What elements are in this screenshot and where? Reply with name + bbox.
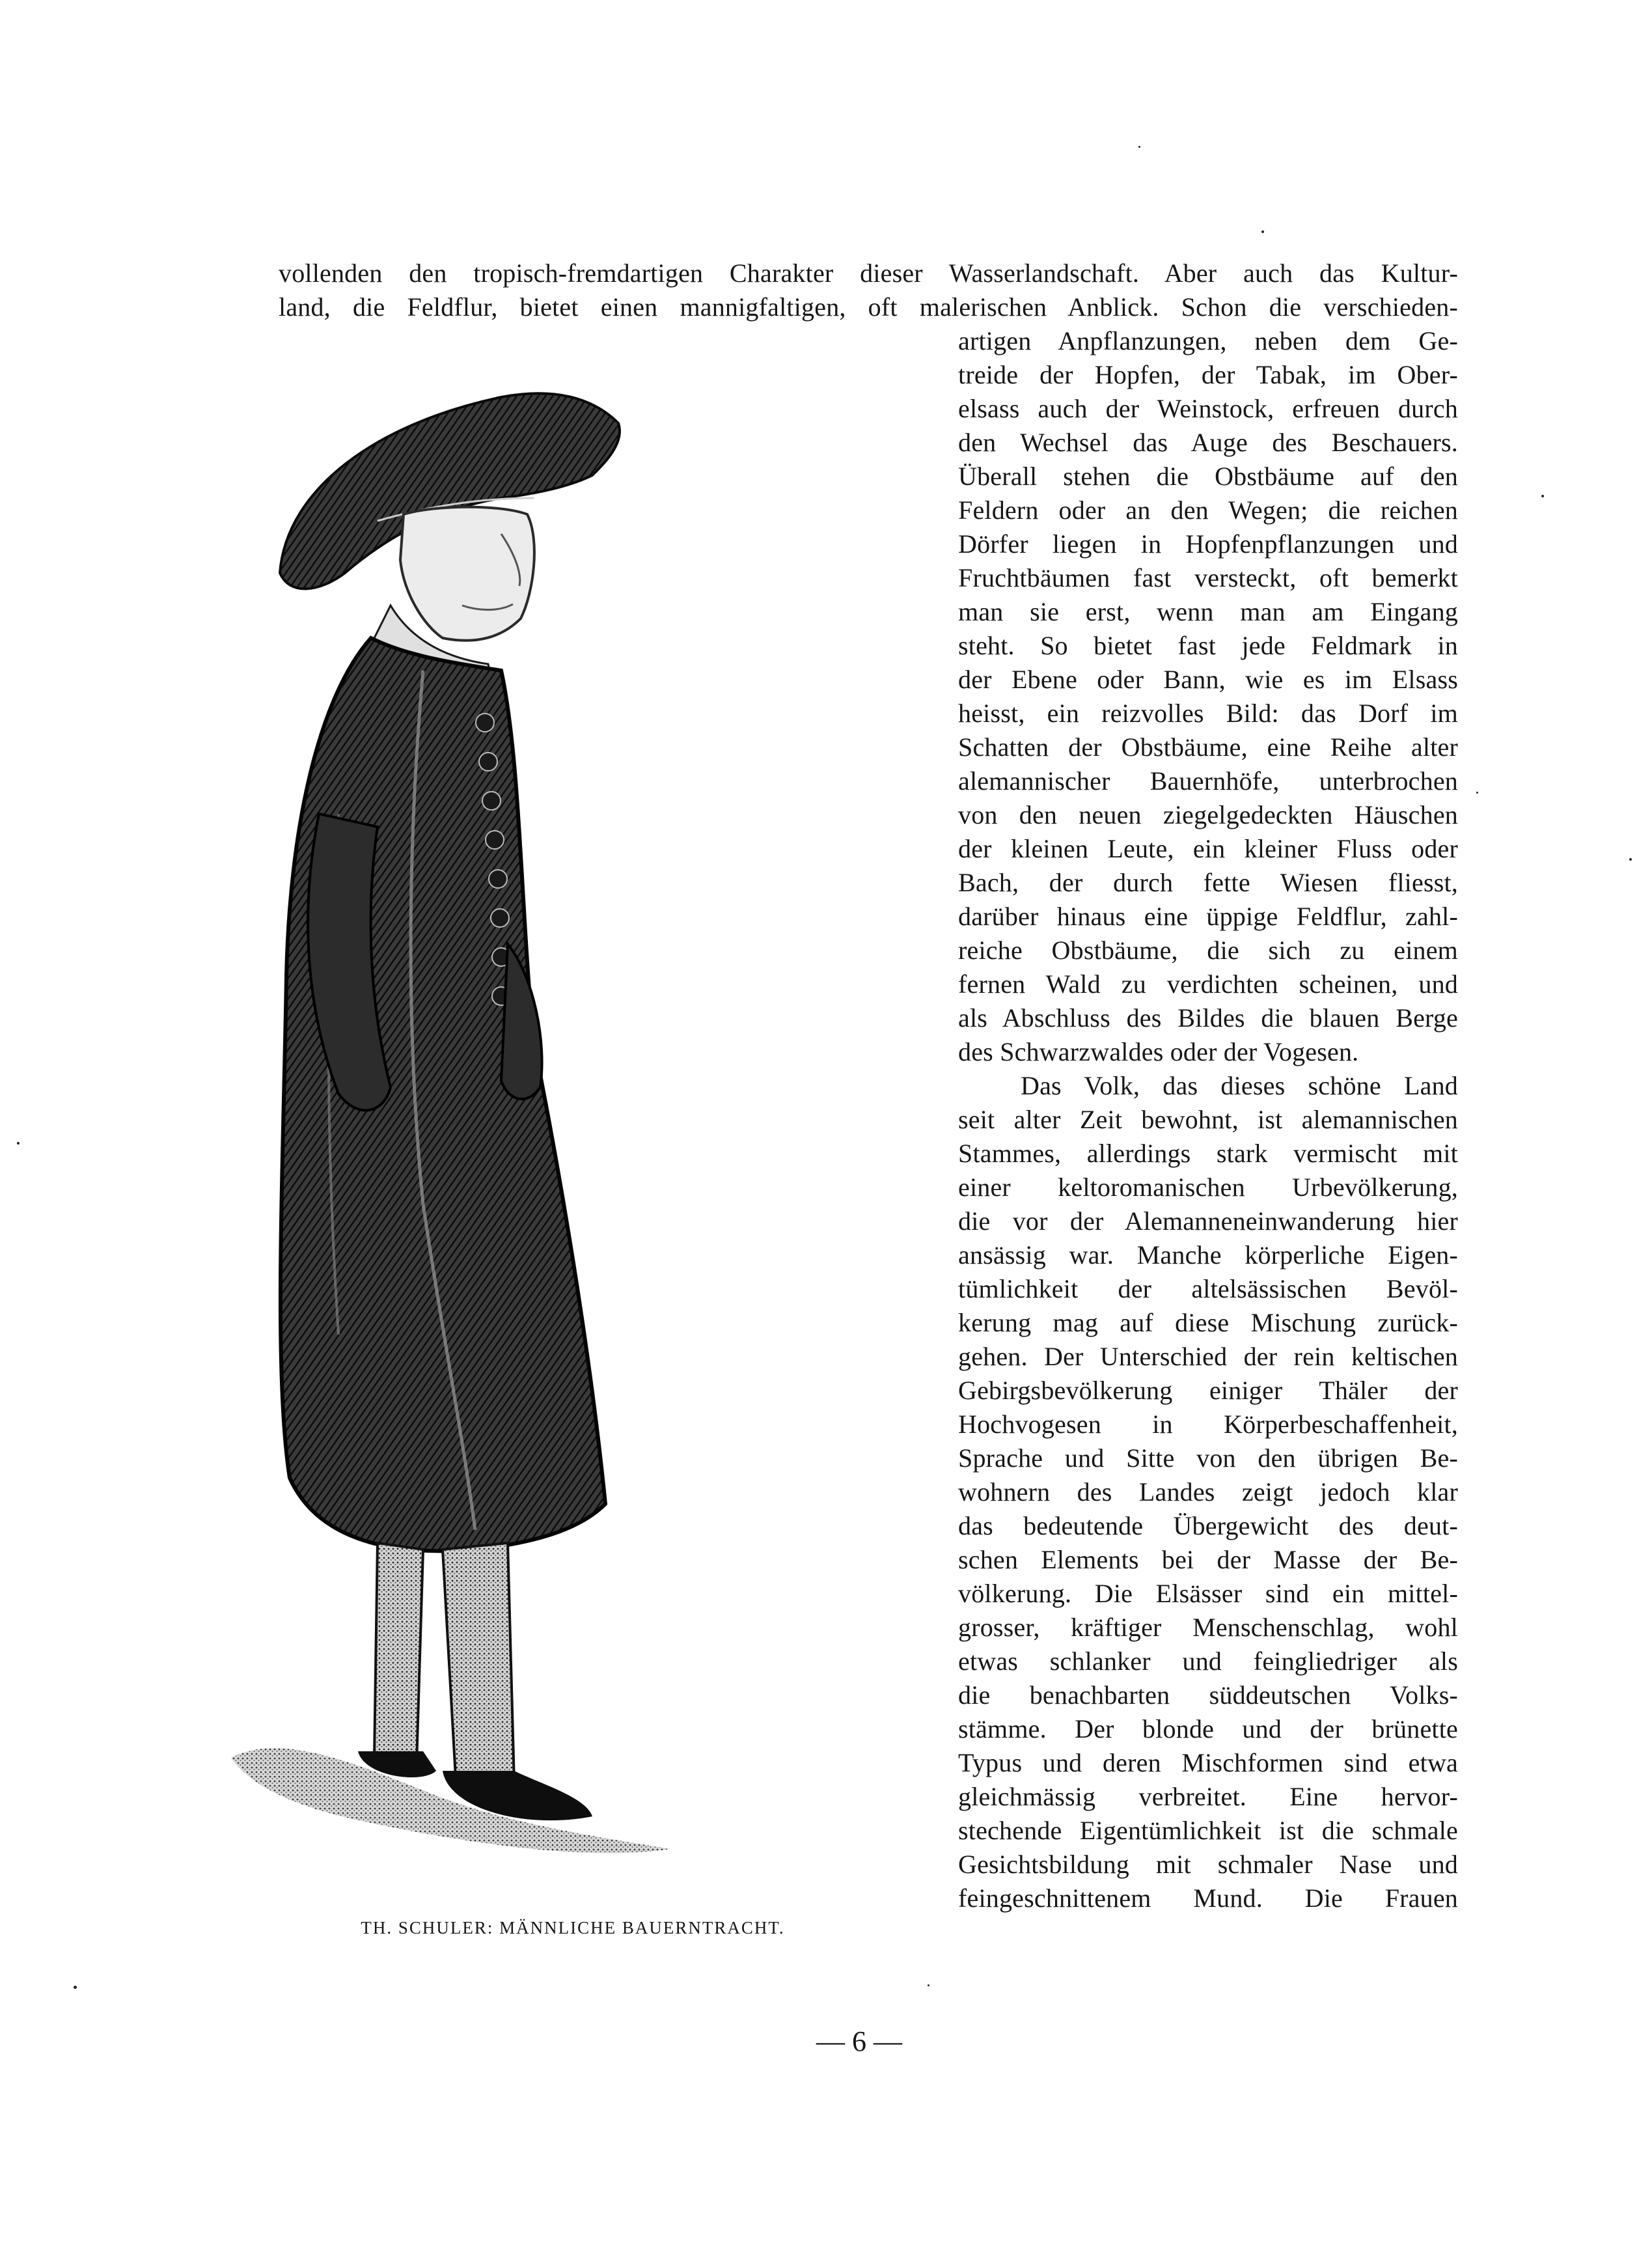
text-line: schen Elements bei der Masse der Be- [958, 1545, 1458, 1574]
scan-speck [1261, 230, 1264, 233]
text-line: seit alter Zeit bewohnt, ist alemannischen [958, 1105, 1458, 1134]
text-line: feingeschnittenem Mund. Die Frauen [958, 1883, 1458, 1913]
text-line: Das Volk, das dieses schöne Land [1021, 1071, 1458, 1100]
standing-man-illustration-icon [228, 358, 840, 1895]
scan-speck [1138, 146, 1140, 148]
text-line: Gebirgsbevölkerung einiger Thäler der [958, 1376, 1458, 1405]
text-line: Überall stehen die Obstbäume auf den [958, 462, 1458, 491]
text-line: Typus und deren Mischformen sind etwa [958, 1748, 1458, 1777]
text-line: reiche Obstbäume, die sich zu einem [958, 936, 1458, 965]
text-line: gehen. Der Unterschied der rein keltischen [958, 1342, 1458, 1371]
text-line: der Ebene oder Bann, wie es im Elsass [958, 665, 1458, 694]
text-line: als Abschluss des Bildes die blauen Berge [958, 1003, 1458, 1033]
text-line: artigen Anpflanzungen, neben dem Ge- [958, 326, 1458, 355]
text-line: wohnern des Landes zeigt jedoch klar [958, 1477, 1458, 1507]
text-line: der kleinen Leute, ein kleiner Fluss oder [958, 834, 1458, 863]
text-line: Dörfer liegen in Hopfenpflanzungen und [958, 529, 1458, 559]
text-line: vollenden den tropisch-fremdartigen Charakter dieser Wasserlandschaft. Aber auch das Kultur- [279, 258, 1458, 288]
text-line: steht. So bietet fast jede Feldmark in [958, 631, 1458, 660]
figure-caption: TH. SCHULER: MÄNNLICHE BAUERNTRACHT. [361, 1918, 785, 1938]
text-line: heisst, ein reizvolles Bild: das Dorf im [958, 699, 1458, 728]
text-line: ansässig war. Manche körperliche Eigen- [958, 1240, 1458, 1270]
scan-speck [17, 1142, 20, 1145]
text-line: etwas schlanker und feingliedriger als [958, 1646, 1458, 1676]
text-line: Bach, der durch fette Wiesen fliesst, [958, 868, 1458, 897]
text-line: land, die Feldflur, bietet einen mannigfaltigen, oft malerischen Anblick. Schon die verschieden- [279, 292, 1458, 322]
text-line: Stammes, allerdings stark vermischt mit [958, 1139, 1458, 1168]
text-line: treide der Hopfen, der Tabak, im Ober- [958, 360, 1458, 389]
text-line: die benachbarten süddeutschen Volks- [958, 1680, 1458, 1710]
text-line: Feldern oder an den Wegen; die reichen [958, 495, 1458, 525]
text-line: darüber hinaus eine üppige Feldflur, zahl- [958, 902, 1458, 931]
scan-speck [928, 1984, 929, 1986]
text-line: Hochvogesen in Körperbeschaffenheit, [958, 1410, 1458, 1439]
text-line: den Wechsel das Auge des Beschauers. [958, 428, 1458, 457]
text-line: stämme. Der blonde und der brünette [958, 1714, 1458, 1743]
text-line: einer keltoromanischen Urbevölkerung, [958, 1173, 1458, 1202]
text-line: des Schwarzwaldes oder der Vogesen. [958, 1037, 1359, 1066]
text-line: alemannischer Bauernhöfe, unterbrochen [958, 766, 1458, 796]
scan-speck [1629, 858, 1632, 861]
scan-speck [1541, 495, 1544, 497]
text-line: Gesichtsbildung mit schmaler Nase und [958, 1850, 1458, 1879]
text-line: Schatten der Obstbäume, eine Reihe alter [958, 732, 1458, 762]
text-line: kerung mag auf diese Mischung zurück- [958, 1308, 1458, 1337]
text-line: tümlichkeit der altelsässischen Bevöl- [958, 1274, 1458, 1303]
page-number: — 6 — [816, 2025, 902, 2057]
text-line: gleichmässig verbreitet. Eine hervor- [958, 1782, 1458, 1811]
text-line: Fruchtbäumen fast versteckt, oft bemerkt [958, 563, 1458, 592]
scan-speck [74, 1986, 77, 1989]
text-line: Sprache und Sitte von den übrigen Be- [958, 1443, 1458, 1473]
text-line: elsass auch der Weinstock, erfreuen durch [958, 394, 1458, 423]
text-line: fernen Wald zu verdichten scheinen, und [958, 969, 1458, 999]
text-line: das bedeutende Übergewicht des deut- [958, 1511, 1458, 1540]
text-line: man sie erst, wenn man am Eingang [958, 597, 1458, 626]
text-line: die vor der Alemanneneinwanderung hier [958, 1206, 1458, 1236]
text-line: völkerung. Die Elsässer sind ein mittel- [958, 1579, 1458, 1608]
text-line: stechende Eigentümlichkeit ist die schmale [958, 1816, 1458, 1845]
text-line: von den neuen ziegelgedeckten Häuschen [958, 800, 1458, 829]
scan-speck [1476, 792, 1478, 794]
text-line: grosser, kräftiger Menschenschlag, wohl [958, 1613, 1458, 1642]
